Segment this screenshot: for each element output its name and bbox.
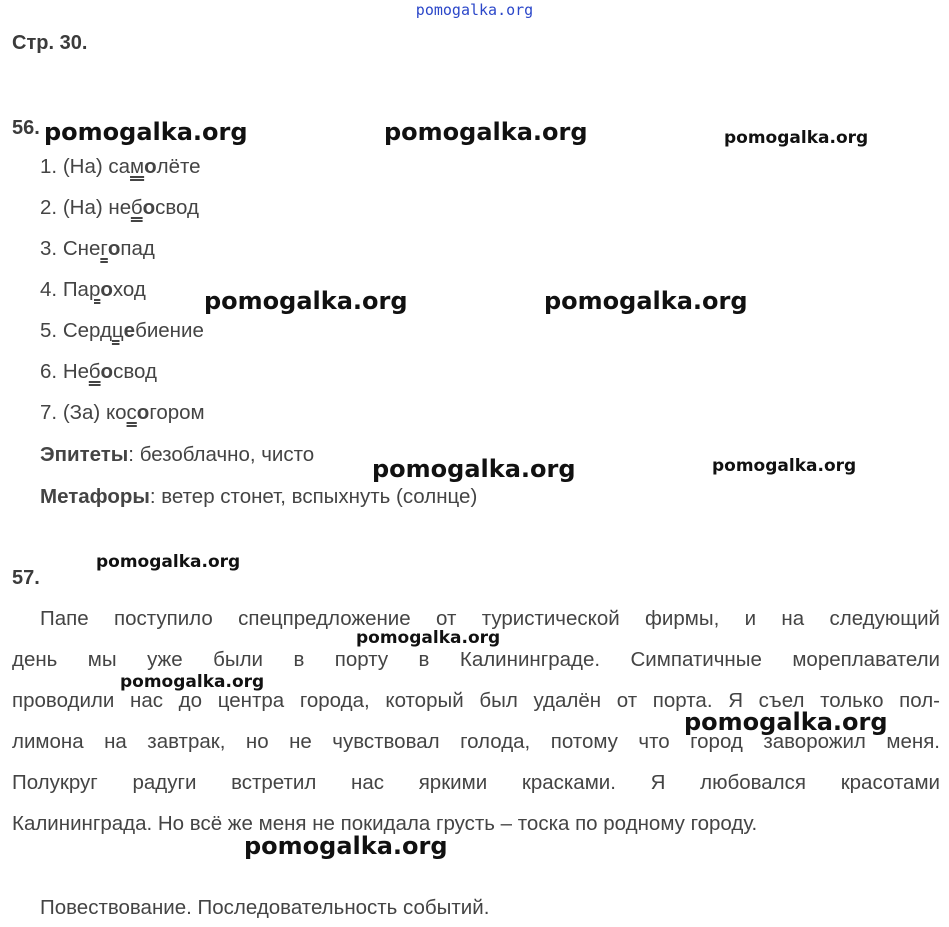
task-57-line-6: Калининграда. Но всё же меня не покидала грусть – тоска по родному городу. xyxy=(12,812,758,835)
item-text-prefix: (На) са xyxy=(62,155,131,178)
task-56-item xyxy=(40,278,146,302)
item-number: 4. xyxy=(40,278,58,301)
task-56-item xyxy=(40,319,204,343)
item-text-suffix: лёте xyxy=(156,155,201,178)
item-text-suffix: пад xyxy=(120,237,155,260)
task-57-conclusion: Повествование. Последовательность событий. xyxy=(40,896,490,919)
task-56-number: 56. xyxy=(12,117,40,139)
page-header: Стр. 30. xyxy=(12,32,88,54)
task-57-line-1: Папе поступило спецпредложение от туристической фирмы, и на следующий xyxy=(40,607,940,630)
metaphors-text: : ветер стонет, вспыхнуть (солнце) xyxy=(149,485,478,508)
watermark: pomogalka.org xyxy=(96,552,241,572)
item-connecting-vowel: о xyxy=(144,155,157,178)
item-root-letter: г xyxy=(100,237,108,260)
item-root-letter: с xyxy=(126,401,137,424)
item-number: 1. xyxy=(40,155,58,178)
item-root-letter: б xyxy=(88,360,101,383)
item-number: 3. xyxy=(40,237,58,260)
item-text-prefix: (За) ко xyxy=(62,401,127,424)
item-connecting-vowel: е xyxy=(123,319,136,342)
task-56-item xyxy=(40,196,199,220)
task-57-number: 57. xyxy=(12,567,40,589)
metaphors-label: Метафоры xyxy=(40,485,150,508)
watermark: pomogalka.org xyxy=(356,628,501,648)
task-57-line-5: Полукруг радуги встретил нас яркими красками. Я любовался красотами xyxy=(12,771,940,794)
item-root-letter: ц xyxy=(111,319,124,342)
watermark: pomogalka.org xyxy=(712,456,857,476)
task-57-line-2: день мы уже были в порту в Калининграде. Симпатичные мореплаватели xyxy=(12,648,940,671)
item-connecting-vowel: о xyxy=(142,196,156,219)
watermark: pomogalka.org xyxy=(724,128,869,148)
watermark: pomogalka.org xyxy=(44,118,248,146)
item-text-suffix: биение xyxy=(135,319,204,342)
item-root-letter: р xyxy=(88,278,101,301)
item-number: 7. xyxy=(40,401,58,424)
item-connecting-vowel: о xyxy=(100,278,113,301)
item-text-prefix: (На) не xyxy=(62,196,131,219)
watermark: pomogalka.org xyxy=(204,287,408,315)
task-57-line-3: проводили нас до центра города, который был удалён от порта. Я съел только пол- xyxy=(12,689,940,712)
watermark: pomogalka.org xyxy=(372,455,576,483)
item-connecting-vowel: о xyxy=(107,237,121,260)
item-text-prefix: Серд xyxy=(62,319,112,342)
metaphors-line xyxy=(40,485,477,509)
item-text-prefix: Па xyxy=(62,278,89,301)
watermark: pomogalka.org xyxy=(384,118,588,146)
task-56-item xyxy=(40,155,201,179)
item-number: 2. xyxy=(40,196,58,219)
item-text-suffix: ход xyxy=(112,278,146,301)
task-57-line-4: лимона на завтрак, но не чувствовал голода, потому что город заворожил меня. xyxy=(12,730,940,753)
item-number: 5. xyxy=(40,319,58,342)
watermark: pomogalka.org xyxy=(244,832,448,860)
item-root-letter: б xyxy=(130,196,143,219)
item-number: 6. xyxy=(40,360,58,383)
task-56-item xyxy=(40,401,205,425)
epithets-line xyxy=(40,443,314,467)
site-url-header[interactable]: pomogalka.org xyxy=(415,1,534,19)
task-56-item xyxy=(40,237,155,261)
item-text-prefix: Не xyxy=(62,360,89,383)
item-text-prefix: Сне xyxy=(62,237,101,260)
task-56-item xyxy=(40,360,157,384)
epithets-text: : безоблачно, чисто xyxy=(128,443,315,466)
watermark: pomogalka.org xyxy=(120,672,265,692)
item-root-letter: м xyxy=(130,155,145,178)
item-connecting-vowel: о xyxy=(136,401,150,424)
watermark: pomogalka.org xyxy=(544,287,748,315)
watermark: pomogalka.org xyxy=(684,708,888,736)
item-text-suffix: свод xyxy=(155,196,199,219)
item-text-suffix: гором xyxy=(149,401,205,424)
epithets-label: Эпитеты xyxy=(40,443,129,466)
item-text-suffix: свод xyxy=(113,360,157,383)
item-connecting-vowel: о xyxy=(100,360,114,383)
